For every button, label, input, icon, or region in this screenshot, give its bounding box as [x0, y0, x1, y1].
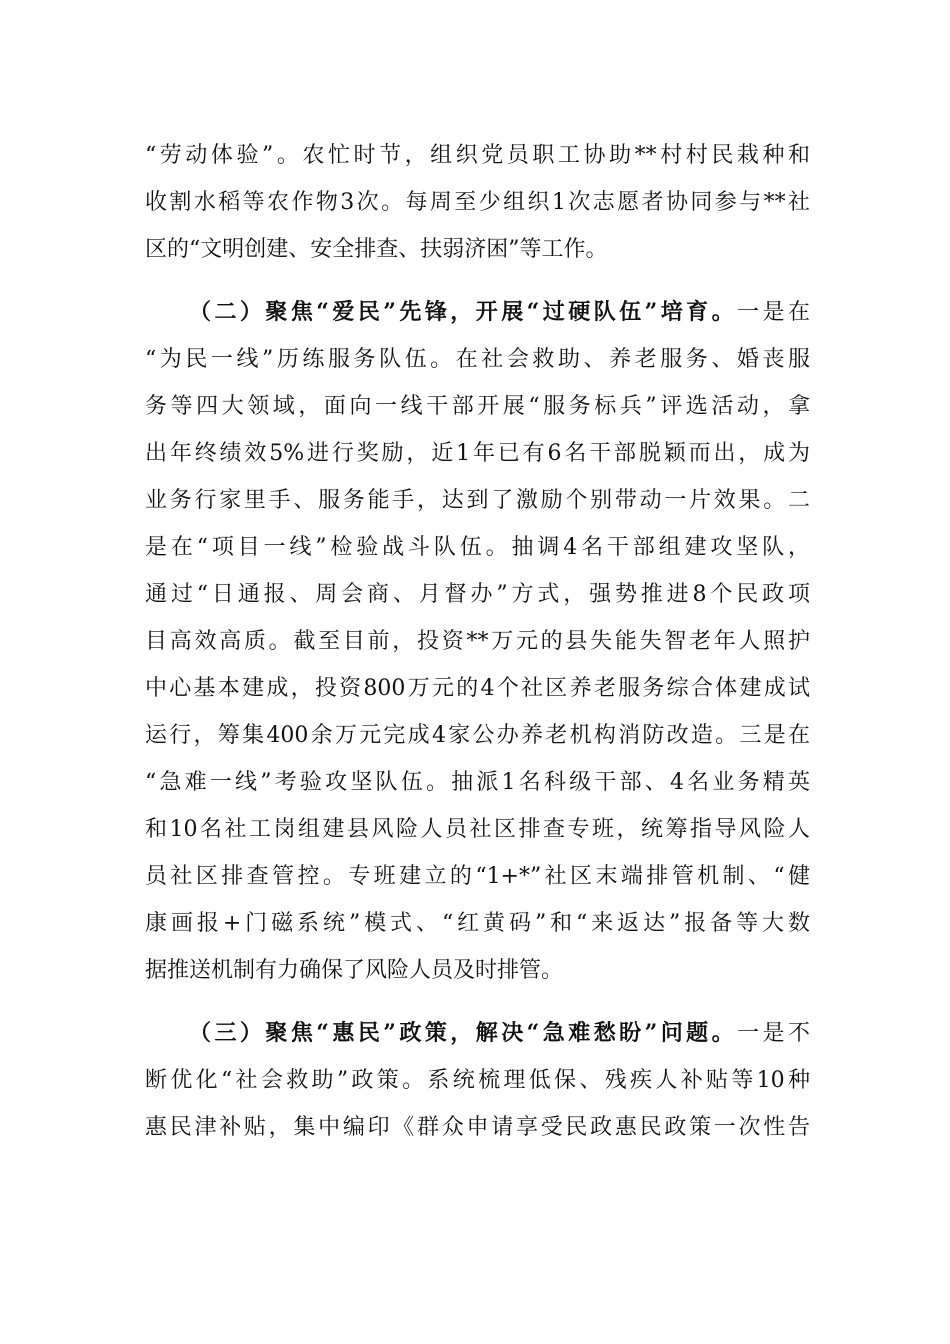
paragraph-labor-experience — [145, 132, 810, 273]
heading-trailing-text: 一是在 — [737, 300, 810, 325]
text-line: 是在“项目一线”检验战斗队伍。抽调4名干部组建攻坚队， — [145, 535, 810, 560]
section-heading: （二）聚焦“爱民”先锋，开展“过硬队伍”培育。 — [189, 299, 738, 325]
text-line: 务等四大领域，面向一线干部开展“服务标兵”评选活动，拿 — [145, 394, 810, 419]
text-line: 员社区排查管控。专班建立的“1+*”社区末端排管机制、“健 — [145, 864, 810, 889]
text-line: 惠民津补贴，集中编印《群众申请享受民政惠民政策一次性告 — [145, 1115, 810, 1140]
paragraph-aimin-pioneer — [145, 289, 810, 994]
text-line: 和10名社工岗组建县风险人员社区排查专班，统筹指导风险人 — [145, 817, 810, 842]
text-line: 目高效高质。截至目前，投资**万元的县失能失智老年人照护 — [145, 629, 810, 654]
paragraph-first-line — [145, 1010, 810, 1057]
paragraph-huimin-policy — [145, 1010, 810, 1151]
text-line: 区的“文明创建、安全排查、扶弱济困”等工作。 — [145, 237, 608, 262]
text-line: 出年终绩效5%进行奖励，近1年已有6名干部脱颖而出，成为 — [145, 441, 810, 466]
text-line: 收割水稻等农作物3次。每周至少组织1次志愿者协同参与**社 — [145, 190, 810, 215]
paragraph-first-line — [145, 289, 810, 336]
text-line: 业务行家里手、服务能手，达到了激励个别带动一片效果。二 — [145, 488, 810, 513]
text-line: “急难一线”考验攻坚队伍。抽派1名科级干部、4名业务精英 — [145, 770, 810, 795]
section-heading: （三）聚焦“惠民”政策，解决“急难愁盼”问题。 — [189, 1020, 738, 1046]
text-line: 运行，筹集400余万元完成4家公办养老机构消防改造。三是在 — [145, 723, 810, 748]
text-line: “劳动体验”。农忙时节，组织党员职工协助**村村民栽种和 — [145, 143, 810, 168]
text-line: 中心基本建成，投资800万元的4个社区养老服务综合体建成试 — [145, 676, 810, 701]
text-line: 通过“日通报、周会商、月督办”方式，强势推进8个民政项 — [145, 582, 810, 607]
heading-trailing-text: 一是不 — [737, 1021, 810, 1046]
text-line: “为民一线”历练服务队伍。在社会救助、养老服务、婚丧服 — [145, 347, 810, 372]
document-body — [145, 132, 810, 1151]
text-line: 据推送机制有力确保了风险人员及时排管。 — [145, 958, 564, 983]
text-line: 康画报+门磁系统”模式、“红黄码”和“来返达”报备等大数 — [145, 911, 810, 936]
text-line: 断优化“社会救助”政策。系统梳理低保、残疾人补贴等10种 — [145, 1068, 810, 1093]
